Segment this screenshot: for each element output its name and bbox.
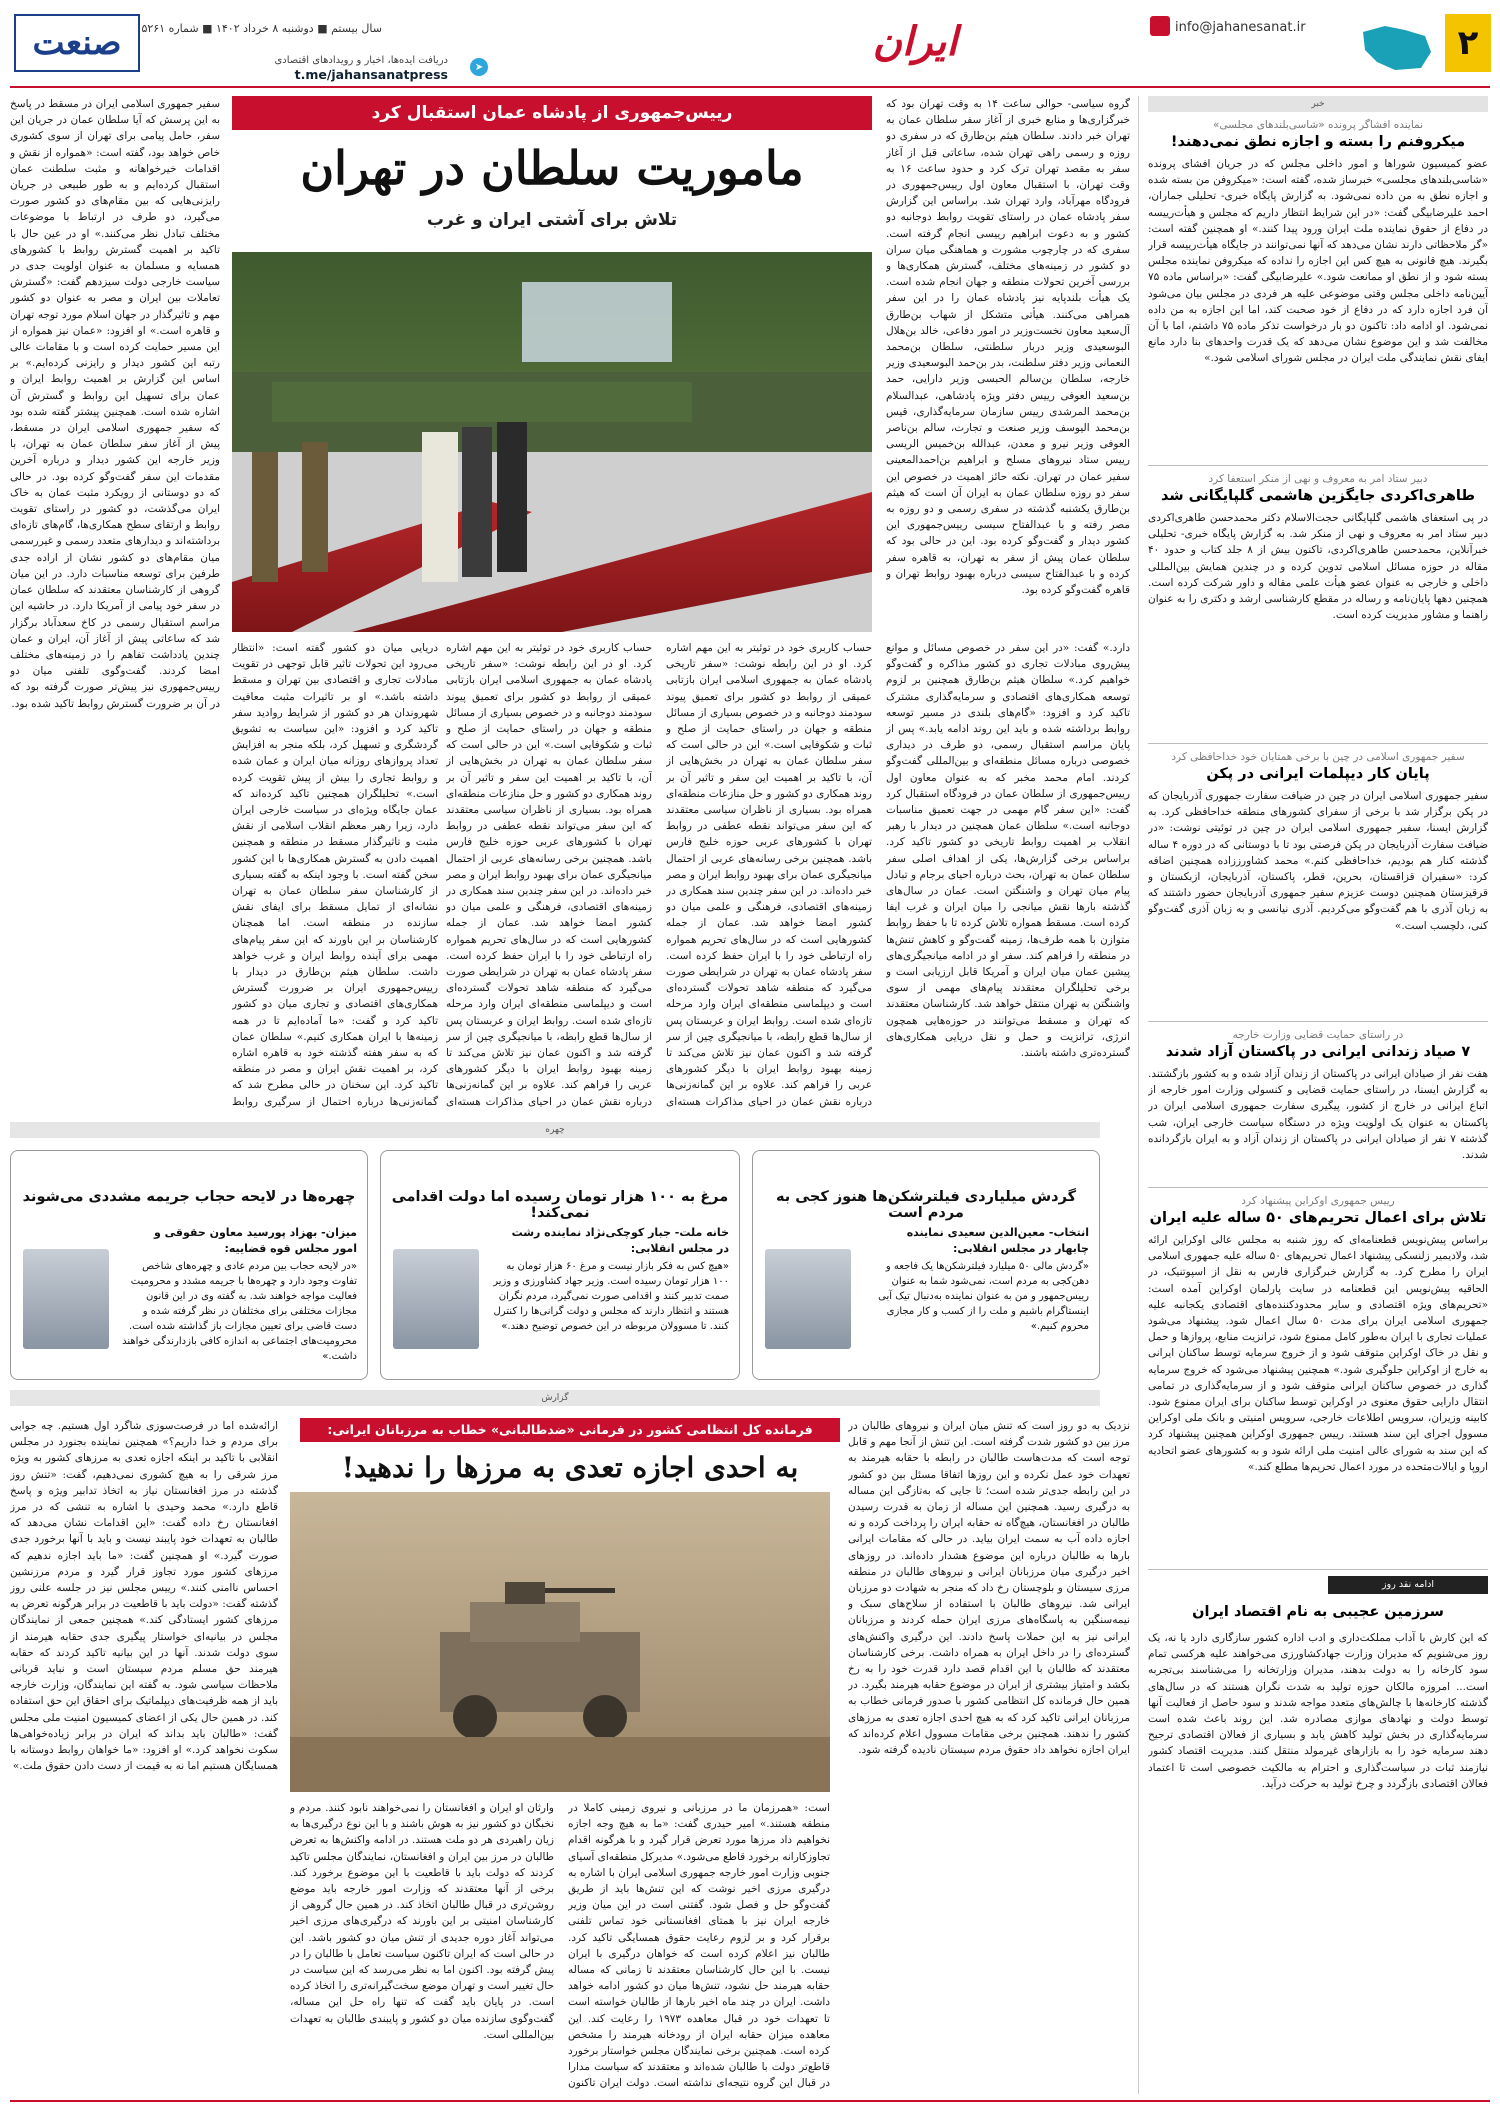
column-body: که این کارش با آداب مملکت‌داری و ادب اداره کشور سازگاری دارد یا نه، یک روز می‌شنویم که مدیران وزارت جهادکشاورزی می‌خواهند علیه هرکسی تمام سود کارخانه را به دولت بدهند، مدیران وزارتخانه را می‌شناسند بی‌تجربه است... امروزه مالکان حوزه تولید به شدت نگران هستند که در سال‌های گذشته کارخانه‌ها با چالش‌های متعدد مواجه شدند و سود حاصل از فعالیت آنها توسط دولت و نهادهای موازی مصادره شد. این روند باعث شده است سرمایه‌گذاری در بخش تولید کاهش یابد و بسیاری از فعالان اقتصادی ترجیح دهند سرمایه خود را به بازارهای غیرمولد منتقل کنند. مدیریت اقتصاد کشور نیازمند ثبات در سیاست‌گذاری و احترام به مالکیت خصوصی است تا اعتماد فعالان اقتصادی بازگردد و چرخ تولید به حرکت درآید. xyxy=(1148,1632,1488,1790)
face-quote: «در لایحه حجاب بین مردم عادی و چهره‌های شاخص تفاوت وجود دارد و چهره‌ها با جریمه مشدد و محرومیت فعالیت مواجه خواهند شد. به گفته وی در این قانون مجازات مختلفی برای مختلفان در نظر گرفته شده و دست قاضی برای تعیین مجازات باز گذاشته شده است. محرومیت‌های اجتماعی به اندازه کافی بازدارندگی خواهند داشت.» xyxy=(122,1261,357,1362)
face-speaker: میزان- بهزاد پورسید معاون حقوقی و امور مجلس قوه قضاییه: xyxy=(154,1226,357,1255)
issue-line: سال بیستم ■ دوشنبه ۸ خرداد ۱۴۰۲ ■ شماره ۵۲۶۱ xyxy=(141,22,382,35)
face-card xyxy=(380,1150,740,1380)
news-item xyxy=(1148,472,1488,744)
telegram-label: دریافت ایده‌ها، اخبار و رویدادهای اقتصادی xyxy=(274,55,448,66)
faces-tag: چهره xyxy=(10,1122,1100,1138)
face-speaker: انتخاب- معین‌الدین سعیدی نماینده چابهار در مجلس انقلابی: xyxy=(906,1226,1089,1255)
report-headline: به احدی اجازه تعدی به مرزها را ندهید! xyxy=(341,1451,799,1484)
news-tag: خبر xyxy=(1148,96,1488,112)
footer-rule xyxy=(10,2100,1490,2102)
news-kicker: در راستای حمایت قضایی وزارت خارجه xyxy=(1232,1029,1404,1041)
news-body: براساس پیش‌نویس قطعنامه‌ای که روز شنبه به مجلس عالی اوکراین ارائه شد، ولادیمیر زلنسکی پیشنهاد اعمال تحریم‌های ۵۰ ساله علیه جمهوری اسلامی ایران را مطرح کرد. به گزارش خبرگزاری فارس به نقل از اسپوتنیک، در الحاقیه پیش‌نویس این قطعنامه در سایت پارلمان اوکراین آمده است: «تحریم‌های ویژه اقتصادی و سایر محدودکننده‌های اقتصادی یکجانبه علیه جمهوری اسلامی ایران برای مدت ۵۰ سال اعمال شود. پیشنهاد می‌شود عملیات تجاری با ایران به‌طور کامل ممنوع شود، ترانزیت منابع، پروازها و حمل و نقل در خاک اوکراین متوقف شود و از خروج سرمایه توسط ساکنان ایرانی به خارج از اوکراین جلوگیری شود.» همچنین پیشنهاد می‌شود که خروج سرمایه گذاری در خصوص ساکنان ایرانی متوقف شود و از سرمایه‌گذاری در تمامی انتقال دارایی حقوق معنوی در اوکراین توسط ساکنان برای ایران ممنوع شود. کابینه وزیران، سرویس اطلاعات خارجی، سرویس امنیتی و بانک ملی اوکراین مسوول اجرای این سند هستند. رییس جمهوری اوکراین همچنین پیشنهاد کرد که این سند به شورای عالی امنیت ملی ارائه شود و به کشورهای عضو اتحادیه اروپا و ایالات‌متحده در مورد اعمال تحریم‌ها مطلع کند.» xyxy=(1148,1234,1488,1473)
story-column: حساب کاربری خود در توئیتر به این مهم اشاره کرد. او در این رابطه نوشت: «سفر تاریخی پادشاه عمان به جمهوری اسلامی ایران بازتابی عمیقی از روابط دو کشور برای تعمیق پیوند سودمند دوجانبه و در خصوص بسیاری از مسائل منطقه و جهان در راستای حمایت از صلح و ثبات و شکوفایی است.» این در حالی است که سفر سلطان عمان به تهران در بخش‌هایی از آن، با تاکید بر اهمیت این سفر و تاثیر آن بر روند همکاری دو کشور و حل منازعات منطقه‌ای همراه بود. بسیاری از ناظران سیاسی معتقدند که این سفر می‌تواند نقطه عطفی در روابط تهران با کشورهای عربی حوزه خلیج فارس باشد. همچنین برخی رسانه‌های عربی از احتمال میانجیگری عمان برای بهبود روابط ایران و مصر خبر داده‌اند. در این سفر چندین سند همکاری در زمینه‌های اقتصادی، فرهنگی و علمی میان دو کشور امضا خواهد شد. عمان از جمله کشورهایی است که در سال‌های تحریم همواره راه ارتباطی خود را با ایران حفظ کرده است. سفر پادشاه عمان به تهران در شرایطی صورت می‌گیرد که منطقه شاهد تحولات گسترده‌ای است و دیپلماسی منطقه‌ای ایران وارد مرحله تازه‌ای شده است. روابط ایران و عربستان پس از سال‌ها قطع رابطه، با میانجیگری چین از سر گرفته شد و اکنون عمان نیز تلاش می‌کند تا زمینه بهبود روابط ایران با دیگر کشورهای عربی را فراهم کند. علاوه بر این گمانه‌زنی‌ها درباره نقش عمان در احیای مذاکرات هسته‌ای xyxy=(666,642,872,1108)
news-item xyxy=(1148,1028,1488,1188)
news-headline: پایان کار دیپلمات ایرانی در پکن xyxy=(1206,766,1430,782)
telegram-handle[interactable]: t.me/jahansanatpress xyxy=(294,67,448,82)
column-headline: سرزمین عجیبی به نام اقتصاد ایران xyxy=(1192,1604,1444,1620)
page-number: ۲ xyxy=(1445,14,1491,72)
iran-map-icon xyxy=(1355,22,1435,74)
face-photo xyxy=(765,1249,851,1349)
news-item xyxy=(1148,750,1488,1022)
face-quote: «هیچ کس به فکر بازار نیست و مرغ ۶۰ هزار تومان به ۱۰۰ هزار تومان رسیده است. وزیر جهاد کشاورزی و وزیر صمت تدبیر کنند و اقدامی صورت نمی‌گیرد، مردم نگران هستند و انتظار دارند که مجلس و دولت گرانی‌ها را کنترل کنند. تا مسوولان مربوطه در این خصوص توضیح دهند.» xyxy=(493,1261,729,1332)
news-item xyxy=(1148,1194,1488,1570)
column-tag: ادامه نقد روز xyxy=(1328,1576,1488,1594)
news-body: سفیر جمهوری اسلامی ایران در چین در ضیافت سفارت جمهوری آذربایجان که در پکن برگزار شد با برخی از سفرای کشورهای منطقه خداحافظی کرد. به گزارش ایسنا، سفیر جمهوری اسلامی ایران در چین در توئیتی نوشت: «در ضیافت سفارت آذربایجان در پکن فرصتی بود تا با دوستانی که در دوره ۴ ساله گذشته کنار هم بودیم، خداحافظی کنم.» محمد کشاورززاده همچنین اضافه کرد: «سفیران قزاقستان، بحرین، قطر، پاکستان، آذربایجان، ازبکستان و قرقیزستان همچنین دوست عزیزم سفیر جمهوری آذربایجان حضور داشتند که به زبان آذری با هم گفت‌وگو می‌کردیم. آذری نیانسی و به زبان آذری گفت‌وگو کنی، دلچسب است.» xyxy=(1148,790,1488,932)
face-headline: مرغ به ۱۰۰ هزار تومان رسیده اما دولت اقدامی نمی‌کند! xyxy=(391,1189,729,1221)
story-column: دارد.» گفت: «در این سفر در خصوص مسائل و موانع پیش‌روی مبادلات تجاری دو کشور مذاکره و گفت‌وگو خواهیم کرد.» سلطان هیثم بن‌طارق همچنین بر لزوم توسعه همکاری‌های اقتصادی و سرمایه‌گذاری مشترک تاکید کرد و افزود: «گام‌های بلندی در مسیر توسعه روابط برداشته شده و باید این روند ادامه یابد.» پس از پایان مراسم استقبال رسمی، دو طرف در دیداری خصوصی درباره مسائل منطقه‌ای و بین‌المللی گفت‌وگو کردند. امام محمد مخبر که به عنوان معاون اول رییس‌جمهوری از سلطان عمان در فرودگاه استقبال کرد گفت: «این سفر گام مهمی در جهت تعمیق مناسبات دوجانبه است.» سلطان عمان همچنین در دیدار با رهبر انقلاب بر اهمیت روابط تاریخی دو کشور تاکید کرد. براساس برخی گزارش‌ها، یکی از اهداف اصلی سفر سلطان عمان به تهران، بحث درباره احیای برجام و تبادل پیام میان تهران و واشنگتن است. عمان در سال‌های گذشته بارها نقش میانجی را میان ایران و غرب ایفا کرده است. مسقط همواره تلاش کرده تا با حفظ روابط متوازن با همه طرف‌ها، زمینه گفت‌وگو و کاهش تنش‌ها در منطقه را فراهم کند. سفر او در ادامه میانجیگری‌های پیشین عمان میان ایران و آمریکا قابل ارزیابی است و برخی تحلیلگران معتقدند پیام‌های مهمی از سوی واشنگتن به تهران منتقل خواهد شد. کارشناسان معتقدند که تهران و مسقط می‌توانند در حوزه‌هایی همچون انرژی، ترانزیت و حمل و نقل دریایی همکاری‌های گسترده‌تری داشته باشند. xyxy=(886,642,1130,1060)
story-subhead: تلاش برای آشتی ایران و غرب xyxy=(426,210,678,230)
news-item xyxy=(1148,118,1488,466)
report-column: است: «همرزمان ما در مرزبانی و نیروی زمینی کاملا در منطقه هستند.» امیر حیدری گفت: «ما به هیچ وجه اجازه نخواهیم داد مرزها مورد تعرض قرار گیرد و با هرگونه اقدام تجاوزکارانه برخورد قاطع می‌شود.» مدیرکل منطقه‌ای آسیای جنوبی وزارت امور خارجه جمهوری اسلامی ایران با اشاره به درگیری مرزی اخیر نوشت که این تنش‌ها باید از طریق گفت‌وگو حل و فصل شود. گفتنی است در این میان وزیر خارجه ایران نیز با همتای افغانستانی خود تماس تلفنی برقرار کرد و بر لزوم رعایت حقوق همسایگی تاکید کرد. طالبان نیز اعلام کرده است که خواهان درگیری با ایران نیست. با این حال کارشناسان معتقدند تا زمانی که مساله حقابه هیرمند حل نشود، تنش‌ها میان دو کشور ادامه خواهد داشت. ایران در چند ماه اخیر بارها از طالبان خواسته است تا تعهدات خود در قبال معاهده ۱۹۷۳ را رعایت کند. این معاهده میزان حقابه ایران از رودخانه هیرمند را مشخص کرده است. همچنین برخی نمایندگان مجلس خواستار برخورد قاطع‌تر دولت با طالبان شده‌اند و معتقدند که سیاست مدارا در قبال این گروه نتیجه‌ای نداشته است. دولت ایران تاکنون xyxy=(568,1802,830,2090)
face-photo xyxy=(23,1249,109,1349)
news-kicker: سفیر جمهوری اسلامی در چین با برخی همتایان خود خداحافظی کرد xyxy=(1171,751,1465,763)
news-body: عضو کمیسیون شوراها و امور داخلی مجلس که در جریان افشای پرونده «شاسی‌بلندهای مجلسی» خبرساز شده، گفته است: «میکروفن من بسته شده و اجازه نطق به من داده نمی‌شود. به گزارش پایگاه خبری- تحلیلی جماران، احمد علیرضابیگی گفت: «در این شرایط انتظار داریم که مجلس و هیأت‌رییسه در دفاع از حقوق نماینده ملت ایران ورود پیدا کنند.» او همچنین گفته است: «گر ملاحظاتی دارند نشان می‌دهد که آنها نمی‌توانند در جایگاه هیأت‌رییسه قرار بگیرند. هیچ قانونی به هیچ کس این اجازه را نداده که میکروفن نماینده مجلس بسته شود و از نطق او ممانعت شود.» علیرضابیگی گفت: «براساس ماده ۷۵ آیین‌نامه داخلی مجلس وقتی موضوعی علیه هر فردی در مجلس بیان می‌شود آن فرد اجازه دارد که در دفاع از خود صحبت کند، اما این اجازه به من داده نمی‌شود. او ادامه داد: تاکنون دو بار درخواست تذکر ماده ۷۵ داشتم، اما با آن مخالفت شد و این موضوع نشان می‌دهد که یک قدرت واحدهای بنا دارد مانع ایفای نقش نمایندگی ملت ایران در مجلس شورای اسلامی شود.» xyxy=(1148,158,1488,365)
story-kicker: رییس‌جمهوری از پادشاه عمان استقبال کرد xyxy=(232,96,872,130)
news-body: هفت نفر از صیادان ایرانی در پاکستان از زندان آزاد شده و به کشور بازگشتند. به گزارش ایسنا، در راستای حمایت قضایی و کنسولی وزارت امور خارجه از اتباع ایرانی در خارج از کشور، پیگیری سفارت جمهوری اسلامی ایران در پاکستان به عنوان یک اولویت ویژه در دستگاه سیاست خارجی ایران، شب گذشته ۷ نفر از صیادان ایرانی در پاکستان از زندان آزاد و به ایران بازگردانده شدند. xyxy=(1148,1068,1488,1162)
email-icon xyxy=(1150,16,1170,36)
report-column: نزدیک به دو روز است که تنش میان ایران و نیروهای طالبان در مرز بین دو کشور شدت گرفته است. این تنش از آنجا مهم و قابل توجه است که مدت‌هاست طالبان در رابطه با حقابه هیرمند به تعهدات خود عمل نکرده و این روزها اتفاقا مسئل بین دو کشور در این رابطه جدی‌تر شده است؛ تا جایی که به‌تازگی این مساله به درگیری رسید. همچنین این مساله از زمان به قدرت رسیدن طالبان در افغانستان، هیچ‌گاه نه حقابه ایران را پرداخت کرده و نه اجازه داده آب به سمت ایران بیاید. در حالی که مقامات ایرانی بارها به طالبان درباره این موضوع هشدار داده‌اند. در روزهای اخیر درگیری میان مرزبانان ایرانی و نیروهای طالبان در منطقه مرزی سیستان و بلوچستان رخ داد که منجر به شهادت دو مرزبان ایرانی شد. نیروهای طالبان با استفاده از سلاح‌های سبک و نیمه‌سنگین به پاسگاه‌های مرزی ایران حمله کردند و مرزبانان ایرانی نیز به این حملات پاسخ دادند. این درگیری واکنش‌های گسترده‌ای را در داخل ایران به همراه داشت. برخی کارشناسان معتقدند که طالبان با این اقدام قصد دارد قدرت خود را به رخ بکشد و امتیاز بیشتری از ایران در موضوع حقابه هیرمند بگیرد. در همین حال فرمانده کل انتظامی کشور با صدور فرمانی خطاب به مرزبانان ایرانی تاکید کرد که به هیچ احدی اجازه تعدی به مرزهای کشور را ندهند. همچنین برخی مقامات مسوول اعلام کرده‌اند که ایران اجازه نخواهد داد حقوق مردم سیستان نادیده گرفته شود. xyxy=(848,1420,1130,1757)
email-address[interactable]: info@jahanesanat.ir xyxy=(1175,20,1306,35)
news-headline: ۷ صیاد زندانی ایرانی در پاکستان آزاد شدند xyxy=(1165,1044,1471,1060)
story-column: گروه سیاسی- حوالی ساعت ۱۴ به وقت تهران بود که خبرگزاری‌ها و منابع خبری از آغاز سفر سلطان عمان به تهران خبر دادند. سلطان هیثم بن‌طارق که در سفری دو روزه و رسمی راهی تهران شده، ساعاتی قبل از آغاز سفر به مقصد تهران ترک کرد و حدود ساعت ۱۶ به وقت تهران، با استقبال معاون اول رییس‌جمهوری در فرودگاه مهرآباد، وارد تهران شد. براساس این گزارش سفر پادشاه عمان در راستای تقویت روابط دوجانبه دو کشور و به دعوت ابراهیم رییسی انجام گرفته است. سفری که در چارچوب مشورت و هماهنگی میان سران دو کشور در زمینه‌های مختلف، گسترش همکاری‌ها و بررسی آخرین تحولات منطقه و جهان انجام شده است. یک هیأت بلندپایه نیز پادشاه عمان را در این سفر همراهی می‌کنند. هیأتی متشکل از شهاب بن‌طارق آل‌سعید معاون نخست‌وزیر در امور دفاعی، خالد بن‌هلال البوسعیدی وزیر دربار سلطنتی، سلطان بن‌محمد النعمانی وزیر دفتر سلطنت، بدر بن‌حمد البوسعیدی وزیر خارجه، سلطان بن‌سالم الحبسی وزیر دارایی، حمد بن‌سعید العوفی رییس دفتر ویژه پادشاهی، عبدالسلام بن‌محمد المرشدی رییس سازمان سرمایه‌گذاری، قیس بن‌محمد الیوسف وزیر صنعت و تجارت، سالم بن‌ناصر العوفی وزیر نیرو و معدن، عبدالله بن‌خمیس الریسی رییس ستاد نیروهای مسلح و ابراهیم بن‌احمدالمعینی سفیر عمان در تهران. نکته حائز اهمیت در خصوص این سفر دو روزه سلطان عمان به ایران آن است که هیثم بن‌طارق یکشنبه گذشته در سفری رسمی و دو روزه به مصر رفته و با عبدالفتاح سیسی رییس‌جمهوری این کشور دیدار و گفت‌وگو کرده بود. این در حالی بود که سلطان عمان پیش از سفر به تهران، به قاهره سفر کرده و با عبدالفتاح سیسی درباره بهبود روابط تهران و قاهره گفت‌وگو کرده بود. xyxy=(886,98,1130,597)
face-quote: «گردش مالی ۵۰ میلیارد فیلترشکن‌ها یک فاجعه و دهن‌کجی به مردم است، نمی‌شود شما به عنوان رییس‌جمهور و من به عنوان نماینده به‌دنبال تیک آبی اینستاگرام باشیم و ملت را از کسب و کار مجازی محروم کنیم.» xyxy=(878,1261,1089,1332)
news-kicker: رییس جمهوری اوکراین پیشنهاد کرد xyxy=(1241,1195,1395,1207)
story-headline: ماموریت سلطان در تهران xyxy=(300,141,804,195)
face-headline: چهره‌ها در لایحه حجاب جریمه مشددی می‌شوند xyxy=(22,1189,356,1205)
face-card xyxy=(10,1150,368,1380)
column-divider xyxy=(1138,96,1139,2094)
news-headline: میکروفنم را بسته و اجازه نطق نمی‌دهند! xyxy=(1170,134,1466,150)
section-title: ایران xyxy=(872,18,958,65)
news-headline: تلاش برای اعمال تحریم‌های ۵۰ ساله علیه ایران xyxy=(1149,1210,1487,1226)
news-kicker: نماینده افشاگر پرونده «شاسی‌بلندهای مجلسی» xyxy=(1212,119,1424,131)
report-column: وارثان او ایران و افغانستان را نمی‌خواهند نابود کنند. مردم و نخبگان دو کشور نیز به هوش باشند و با این نوع درگیری‌ها به زیان راهبردی هر دو ملت هستند. در ادامه واکنش‌ها به تعرض طالبان در مرز بین ایران و افغانستان، نمایندگان مجلس تاکید کردند که دولت باید با قاطعیت با این موضوع برخورد کند. برخی از آنها معتقدند که وزارت امور خارجه باید موضع روشن‌تری در قبال طالبان اتخاذ کند. در همین حال گروهی از کارشناسان امنیتی بر این باورند که درگیری‌های مرزی اخیر می‌تواند آغاز دوره جدیدی از تنش میان دو کشور باشد. این در حالی است که ایران تاکنون سیاست تعامل با طالبان را در پیش گرفته بود. اکنون اما به نظر می‌رسد که این سیاست در حال تغییر است و تهران موضع سخت‌گیرانه‌تری را اتخاذ کرده است. در پایان باید گفت که تنها راه حل این مساله، گفت‌وگوی سازنده میان دو کشور و پایبندی طالبان به تعهدات بین‌المللی است. xyxy=(290,1802,554,2041)
face-card xyxy=(752,1150,1100,1380)
report-column: ارائه‌شده اما در فرصت‌سوزی شاگرد اول هستیم. چه جوابی برای مردم و خدا داریم؟» همچنین نماینده بجنورد در مجلس انقلابی با تاکید بر اینکه اجازه تعدی به مرزهای کشور به ویژه مرز شرقی را به هیچ کشوری نمی‌دهیم، گفت: «تنش روز گذشته در مرز افغانستان نیاز به اتخاذ تدابیر ویژه و پاسخ قاطع دارد.» محمد وحیدی با اشاره به تنشی که در مرز افغانستان رخ داده گفت: «این اقدامات نشان می‌دهد که طالبان به تعهدات خود پایبند نیست و باید با آنها برخورد جدی صورت گیرد.» او همچنین گفت: «ما باید اجازه ندهیم که مرزهای کشور مورد تجاوز قرار گیرد و مردم مرزنشین احساس ناامنی کنند.» رییس مجلس نیز در جلسه علنی روز گذشته گفت: «دولت باید با قاطعیت در برابر هرگونه تعرض به مرزهای کشور ایستادگی کند.» همچنین جمعی از نمایندگان مجلس در بیانیه‌ای خواستار پیگیری جدی حقابه هیرمند از سوی دولت شدند. آنها در این بیانیه تاکید کردند که حقابه هیرمند حق مسلم مردم سیستان است و نباید قربانی ملاحظات سیاسی شود. به گفته این نمایندگان، وزارت خارجه باید از همه ظرفیت‌های دیپلماتیک برای احقاق این حق استفاده کند. در همین حال یکی از اعضای کمیسیون امنیت ملی مجلس گفت: «طالبان باید بداند که ایران در برابر زیاده‌خواهی‌ها سکوت نخواهد کرد.» او افزود: «ما خواهان روابط دوستانه با همسایگان هستیم اما نه به قیمت از دست دادن حقوق ملت.» xyxy=(10,1420,278,1773)
face-speaker: خانه ملت- جبار کوچکی‌نژاد نماینده رشت در مجلس انقلابی: xyxy=(511,1226,729,1255)
story-column: حساب کاربری خود در توئیتر به این مهم اشاره کرد. او در این رابطه نوشت: «سفر تاریخی پادشاه عمان به جمهوری اسلامی ایران بازتابی عمیقی از روابط دو کشور برای تعمیق پیوند سودمند دوجانبه و در خصوص بسیاری از مسائل منطقه و جهان در راستای حمایت از صلح و ثبات و شکوفایی است.» این در حالی است که سفر سلطان عمان به تهران در بخش‌هایی از آن، با تاکید بر اهمیت این سفر و تاثیر آن بر روند همکاری دو کشور و حل منازعات منطقه‌ای همراه بود. بسیاری از ناظران سیاسی معتقدند که این سفر می‌تواند نقطه عطفی در روابط تهران با کشورهای عربی حوزه خلیج فارس باشد. همچنین برخی رسانه‌های عربی از احتمال میانجیگری عمان برای بهبود روابط ایران و مصر خبر داده‌اند. در این سفر چندین سند همکاری در زمینه‌های اقتصادی، فرهنگی و علمی میان دو کشور امضا خواهد شد. عمان از جمله کشورهایی است که در سال‌های تحریم همواره راه ارتباطی خود را با ایران حفظ کرده است. سفر پادشاه عمان به تهران در شرایطی صورت می‌گیرد که منطقه شاهد تحولات گسترده‌ای است و دیپلماسی منطقه‌ای ایران وارد مرحله تازه‌ای شده است. روابط ایران و عربستان پس از سال‌ها قطع رابطه، با میانجیگری چین از سر گرفته شد و اکنون عمان نیز تلاش می‌کند تا زمینه بهبود روابط ایران با دیگر کشورهای عربی را فراهم کند. علاوه بر این گمانه‌زنی‌ها درباره نقش عمان در احیای مذاکرات هسته‌ای xyxy=(446,642,652,1108)
telegram-promo xyxy=(148,54,448,82)
face-photo xyxy=(393,1249,479,1349)
newspaper-logo xyxy=(14,14,140,72)
story-column: سفیر جمهوری اسلامی ایران در مسقط در پاسخ به این پرسش که آیا سلطان عمان در جریان این سفر، حامل پیامی برای تهران از سوی کشوری خاص خواهد بود، گفته است: «همواره از نقش و اقدامات خیرخواهانه و مثبت سلطنت عمان استقبال کرده‌ایم و به طور طبیعی در جریان رایزنی‌هایی که بین مقام‌های دو کشور صورت می‌گیرد، دو طرف در ارتباط با موضوعات مختلف تبادل نظر می‌کنند.» او در عین حال با تاکید بر اهمیت گسترش روابط با کشورهای همسایه و مسلمان به عنوان اولویت جدی در سیاست خارجی دولت سیزدهم گفت: «گسترش تعاملات بین ایران و مصر به عنوان دو کشور مهم و تاثیرگذار در جهان اسلام مورد توجه تهران و قاهره است.» او افزود: «عمان نیز همواره از این مسیر حمایت کرده است و با مقامات عالی رتبه این کشور دیدار و رایزنی کرده‌ایم.» بر اساس این گزارش بر اهمیت روابط ایران و عمان برای تسهیل این روابط و گسترش آن اشاره شده است. همچنین پیشتر گفته شده بود که سفیر جمهوری اسلامی ایران در مسقط، پیش از آغاز سفر سلطان عمان به تهران، با وزیر خارجه این کشور دیدار و درباره آخرین مقدمات این سفر گفت‌وگو کرده بود. در حالی که دو دوستانی از رویکرد مثبت عمان به خاک ایران می‌گذشت، دو کشور در راستای تقویت روابط و ارتقای سطح همکاری‌ها، گام‌های تازه‌ای برداشته‌اند و دیدارهای متعدد رسمی و غیررسمی میان مقام‌های دو کشور نشان از اراده جدی طرفین برای توسعه مناسبات دارد. در این میان گروهی از کارشناسان معتقدند که سلطان عمان در سفر خود پیامی از آمریکا دارد. در حاشیه این مراسم استقبال رسمی در کاخ سعدآباد برگزار شد که ساعاتی پیش از آغاز آن، ایران و عمان چندین یادداشت تفاهم را در زمینه‌های مختلف امضا کردند. گفت‌وگوی تلفنی میان دو رییس‌جمهوری نیز پیش‌تر صورت گرفته بود که در آن بر ضرورت گسترش روابط تاکید شده بود. xyxy=(10,98,220,710)
news-kicker: دبیر ستاد امر به معروف و نهی از منکر استعفا کرد xyxy=(1208,473,1428,485)
report-kicker: فرمانده کل انتظامی کشور در فرمانی «ضدطالبانی» خطاب به مرزبانان ایرانی: xyxy=(300,1418,840,1442)
story-column: دریایی میان دو کشور گفته است: «انتظار می‌رود این تحولات تاثیر قابل توجهی در تقویت مبادلات تجاری و اقتصادی بین تهران و مسقط داشته باشد.» او بر تاثیرات مثبت معافیت شهروندان هر دو کشور از شرایط روادید سفر تاکید کرد و افزود: «این سیاست به تشویق گردشگری و تسهیل کرد، بلکه منجر به افزایش تعداد پروازهای روزانه میان ایران و عمان شده و روابط تجاری را بیش از پیش تقویت کرده است.» تحلیلگران همچنین تاکید کرده‌اند که عمان جایگاه ویژه‌ای در سیاست خارجی ایران دارد، زیرا رهبر معظم انقلاب اسلامی از نقش مثبت و تاثیرگذار مسقط در منطقه و همچنین اهمیت دادن به گسترش همکاری‌ها با این کشور سخن گفته است. با وجود اینکه به گفته بسیاری از کارشناسان سفر سلطان عمان به تهران نشانه‌ای از تمایل مسقط برای ایفای نقش سازنده در منطقه است. اما همچنان کارشناسان بر این باورند که این سفر پیام‌های مهمی برای آینده روابط ایران و غرب خواهد داشت. سلطان هیثم بن‌طارق در دیدار با رییس‌جمهوری ایران بر ضرورت گسترش همکاری‌های اقتصادی و تجاری میان دو کشور تاکید کرد و گفت: «ما آماده‌ایم تا در همه زمینه‌ها با ایران همکاری کنیم.» سلطان عمان که به سفر هفته گذشته خود به قاهره اشاره کرد، بر اهمیت نقش ایران و مصر در منطقه تاکید کرد. این سخنان در حالی مطرح شد که گمانه‌زنی‌ها درباره احتمال از سرگیری روابط xyxy=(232,642,438,1108)
header-rule xyxy=(10,86,1490,88)
ceremony-photo xyxy=(232,252,872,632)
masthead xyxy=(0,0,1500,90)
logo-text: صنعت xyxy=(32,23,122,63)
news-headline: طاهری‌اکردی جایگزین هاشمی گلپایگانی شد xyxy=(1160,488,1476,504)
border-photo xyxy=(290,1492,830,1792)
report-tag: گزارش xyxy=(10,1390,1100,1406)
telegram-icon: ➤ xyxy=(470,58,488,76)
news-body: در پی استعفای هاشمی گلپایگانی حجت‌الاسلام دکتر محمدحسن طاهری‌اکردی دبیر ستاد امر به معروف و نهی از منکر شد. به گزارش پایگاه خبری- تحلیلی خبرآنلاین، محمدحسن طاهری‌اکردی، تاکنون بیش از ۸ جلد کتاب و حدود ۴۰ مقاله در حوزه مسائل اسلامی تدوین کرده و در چندین همایش بین‌المللی داخلی و خارجی به عنوان عضو هیأت علمی مقاله و داور شرکت کرده است. همچنین دهها پایان‌نامه و رساله در مقطع کارشناسی ارشد و دکتری را به عنوان راهنما و مشاور مدیریت کرده است. xyxy=(1148,512,1488,622)
face-headline: گردش میلیاردی فیلترشکن‌ها هنوز کجی به مردم است xyxy=(775,1189,1077,1221)
